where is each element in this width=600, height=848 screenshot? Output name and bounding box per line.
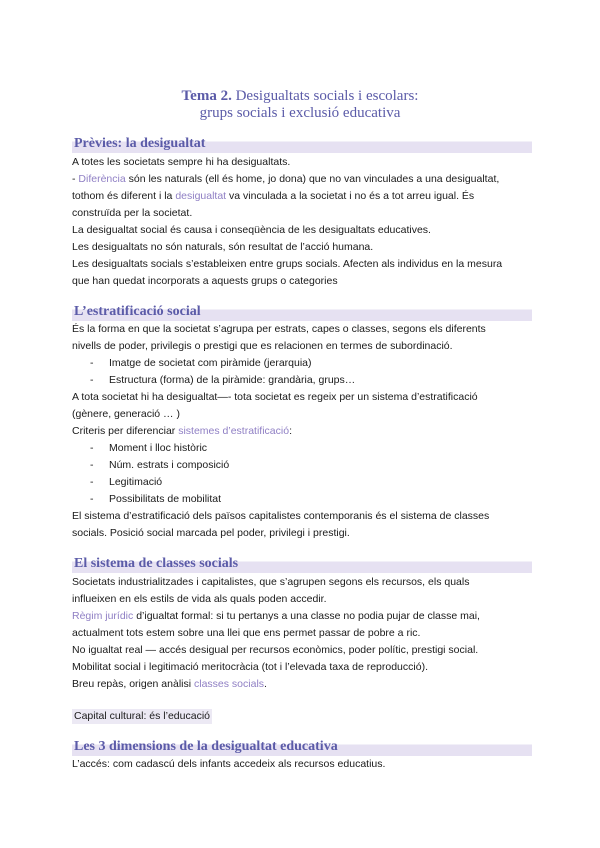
text-fragment: tothom és diferent i la — [72, 190, 176, 202]
term-sistemes: sistemes d’estratificació — [178, 425, 290, 437]
estrat-line-7: socials. Posició social marcada pel poder, privilegi i prestigi. — [72, 527, 350, 539]
list-item — [72, 457, 532, 474]
previes-line-2 — [72, 171, 532, 188]
classes-line-2: influeixen en els estils de vida als quals poden accedir. — [72, 593, 327, 605]
bullet-dash: - — [90, 476, 94, 488]
previes-line-4: construïda per la societat. — [72, 207, 193, 219]
list-item — [72, 372, 532, 389]
bullet-dash: - — [90, 357, 94, 369]
estrat-line-1: És la forma en que la societat s’agrupa per estrats, capes o classes, segons els diferents — [72, 323, 486, 335]
estrat-line-4: (gènere, generació … ) — [72, 408, 180, 420]
classes-line-4: actualment tots estem sobre una llei que ens permet passar de pobre a ric. — [72, 627, 421, 639]
estrat-line-3: A tota societat hi ha desigualtat—- tota societat es regeix per un sistema d’estratificació — [72, 391, 478, 403]
term-diferencia: Diferència — [78, 173, 126, 185]
text-fragment: va vinculada a la societat i no és a tot arreu igual. És — [226, 190, 475, 202]
previes-line-3 — [72, 188, 532, 205]
bullet-dash: - — [90, 459, 94, 471]
estrat-line-5 — [72, 423, 532, 440]
bullet-dash: - — [90, 493, 94, 505]
text-fragment: : — [289, 425, 292, 437]
heading-estratificacio: L’estratificació social — [72, 303, 532, 321]
heading-dimensions: Les 3 dimensions de la desigualtat educativa — [72, 738, 532, 756]
section-dimensions — [72, 756, 532, 773]
previes-line-8: que han quedat incorporats a aquests grups o categories — [72, 275, 338, 287]
list-item — [72, 474, 532, 491]
classes-line-6: Mobilitat social i legitimació meritocràcia (tot i l’elevada taxa de reproducció). — [72, 661, 428, 673]
classes-line-3 — [72, 608, 532, 625]
list-item-text: Legitimació — [109, 476, 163, 488]
list-item-text: Moment i lloc històric — [109, 442, 208, 454]
text-fragment: són les naturals (ell és home, jo dona) que no van vinculades a una desigualtat, — [125, 173, 500, 185]
title-line-2: grups socials i exclusió educativa — [199, 105, 401, 121]
estrat-line-2: nivells de poder, privilegis o prestigi que es relacionen en termes de subordinació. — [72, 340, 453, 352]
list-item-text: Estructura (forma) de la piràmide: grandària, grups… — [109, 374, 356, 386]
document-title — [0, 88, 600, 122]
section-classes — [72, 574, 532, 693]
list-item — [72, 355, 532, 372]
term-desigualtat: desigualtat — [175, 190, 227, 202]
list-item-text: Núm. estrats i composició — [109, 459, 230, 471]
previes-line-1: A totes les societats sempre hi ha desigualtats. — [72, 156, 291, 168]
section-previes — [72, 154, 532, 290]
list-item-text: Imatge de societat com piràmide (jerarquia) — [109, 357, 312, 369]
text-fragment: Breu repàs, origen anàlisi — [72, 678, 194, 690]
term-regim-juridic: Règim jurídic — [72, 610, 134, 622]
text-fragment: - — [72, 173, 79, 185]
text-fragment: d’igualtat formal: si tu pertanys a una classe no podia pujar de classe mai, — [133, 610, 480, 622]
previes-line-7: Les desigualtats socials s’estableixen entre grups socials. Afecten als individus en la mesura — [72, 258, 503, 270]
previes-line-5: La desigualtat social és causa i conseqüència de les desigualtats educatives. — [72, 224, 431, 236]
title-tema: Tema 2. — [181, 88, 232, 104]
estrat-line-6: El sistema d’estratificació dels països capitalistes contemporanis és el sistema de classes — [72, 510, 490, 522]
title-main: Desigualtats socials i escolars: — [235, 88, 419, 104]
previes-line-6: Les desigualtats no són naturals, són resultat de l’acció humana. — [72, 241, 374, 253]
title-line-1 — [0, 88, 600, 105]
text-fragment: . — [264, 678, 267, 690]
heading-classes: El sistema de classes socials — [72, 555, 532, 573]
dimensions-line-1: L’accés: com cadascú dels infants accedeix als recursos educatius. — [72, 758, 386, 770]
text-fragment: Criteris per diferenciar — [72, 425, 179, 437]
list-item — [72, 440, 532, 457]
classes-line-7 — [72, 676, 532, 693]
section-estratificacio — [72, 321, 532, 542]
list-item — [72, 491, 532, 508]
classes-line-1: Societats industrialitzades i capitalistes, que s’agrupen segons els recursos, els quals — [72, 576, 470, 588]
list-item-text: Possibilitats de mobilitat — [109, 493, 222, 505]
bullet-dash: - — [90, 374, 94, 386]
capital-cultural-note: Capital cultural: és l’educació — [74, 710, 210, 722]
heading-previes: Prèvies: la desigualtat — [72, 135, 532, 153]
classes-line-5: No igualtat real — accés desigual per recursos econòmics, poder polític, prestigi social. — [72, 644, 479, 656]
term-classes-socials: classes socials — [194, 678, 265, 690]
bullet-dash: - — [90, 442, 94, 454]
